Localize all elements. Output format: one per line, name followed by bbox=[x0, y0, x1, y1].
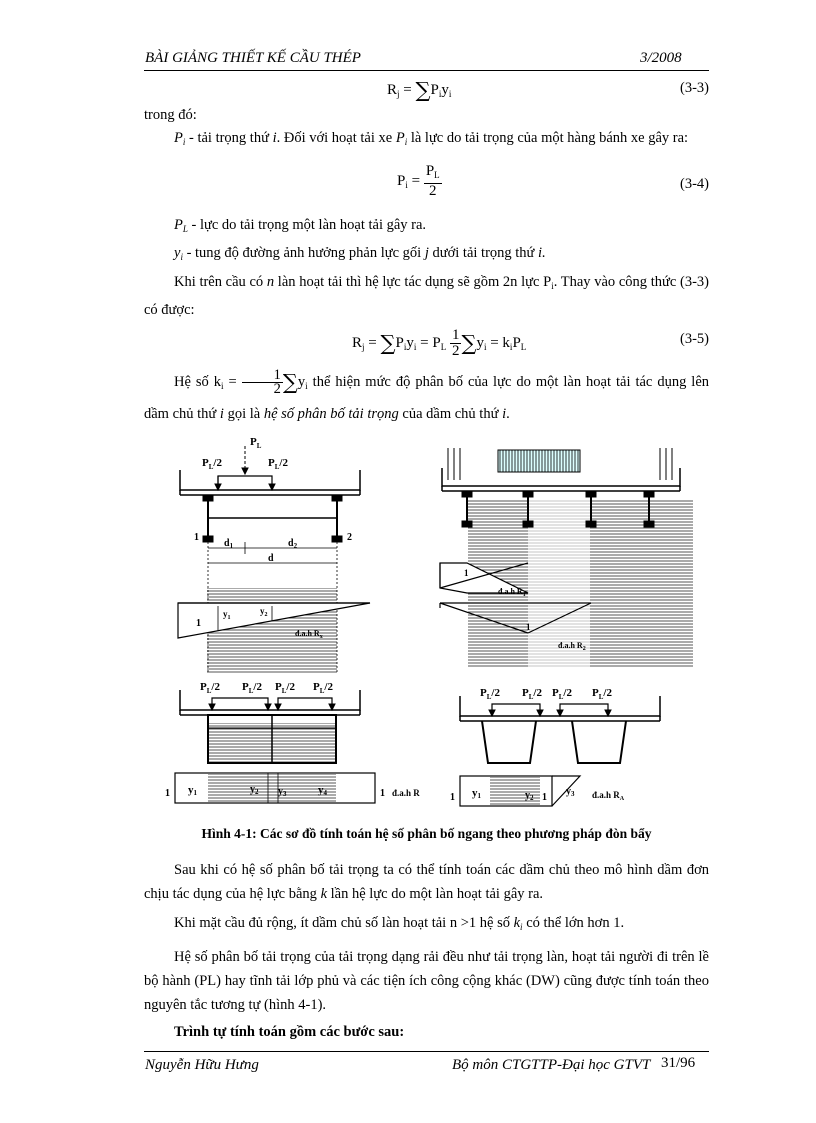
label-bl-y4: y4 bbox=[318, 784, 327, 797]
label-bl-1-right: 1 bbox=[380, 788, 385, 799]
header-rule bbox=[144, 70, 709, 71]
label-br-y3: $y_3$ bbox=[566, 786, 575, 798]
label-br-pl2-2: $P_L/2$ bbox=[522, 687, 542, 701]
equation-3-4: $P_i$ = $\frac{P_L}{2}$ bbox=[397, 163, 440, 199]
label-br-1-mid: 1 bbox=[542, 792, 547, 803]
khi-tren-cau-paragraph: Khi trên cầu có n làn hoạt tải thì hệ lực tác dụng sẽ gồm 2n lực $P_i$. Thay vào công thức (3-3) có được: bbox=[144, 274, 709, 318]
he-so-paragraph: Hệ số $k_i$ = $\frac{1}{2}$ $\sum y_i$ thể hiện mức độ phân bố của lực do một làn hoạt tải tác dụng lên dầm chủ thứ i gọi là hệ số phân bố tải trọng của dầm chủ thứ i. bbox=[144, 367, 710, 422]
label-bl-y3: $y_3$ bbox=[278, 786, 287, 798]
label-bl-pl2-1: $P_L/2$ bbox=[200, 681, 220, 695]
he-so-phan-bo-paragraph: Hệ số phân bố tải trọng của tải trọng dạng rải đều như tải trọng làn, hoạt tải người đi trên lề bộ hành (PL) hay tĩnh tải lớp phủ và các tiện ích công cộng khác (DW) cũng được tính toán theo nguyên tắc tương tự (hình 4-1). bbox=[144, 949, 709, 1013]
label-bl-1-left: 1 bbox=[165, 788, 170, 799]
label-d2: $d_2$ bbox=[288, 538, 298, 550]
label-pl2-right: $P_L/2$ bbox=[268, 457, 288, 471]
equation-3-3: $R_j = \sum P_iy_i$ bbox=[387, 78, 452, 102]
label-br-y2: $y_2$ bbox=[525, 790, 534, 802]
footer-page: 31/96 bbox=[661, 1055, 696, 1071]
yi-definition: $y_i$ - tung độ đường ảnh hưởng phản lực gối j dưới tải trọng thứ i. bbox=[174, 245, 546, 262]
pi-definition: $P_i$ - tải trọng thứ i. Đối với hoạt tải xe $P_i$ là lực do tải trọng của một hàng bánh xe gây ra: bbox=[174, 130, 689, 147]
sau-khi-paragraph: Sau khi có hệ số phân bố tải trọng ta có thể tính toán các dầm chủ theo mô hình dầm đơn chịu tác dụng của hệ lực bằng k lần hệ lực do một làn hoạt tải gây ra. bbox=[144, 862, 709, 902]
trong-do-label: trong đó: bbox=[144, 107, 197, 123]
label-beam-1: 1 bbox=[194, 532, 199, 543]
label-br-y1: y1 bbox=[472, 787, 481, 800]
label-br-pl2-1: $P_L/2$ bbox=[480, 687, 500, 701]
label-dah-ra: đ.a.h $R_A$ bbox=[592, 790, 625, 802]
header-date: 3/2008 bbox=[640, 50, 682, 66]
label-bl-y2: $y_2$ bbox=[250, 784, 259, 796]
label-bl-pl2-3: $P_L/2$ bbox=[275, 681, 295, 695]
header-title: BÀI GIẢNG THIẾT KẾ CẦU THÉP bbox=[145, 50, 361, 66]
label-d: d bbox=[268, 553, 274, 564]
equation-number-3-3: (3-3) bbox=[680, 80, 709, 96]
diagram-top-right bbox=[440, 448, 693, 668]
trinh-tu-heading: Trình tự tính toán gồm các bước sau: bbox=[174, 1024, 405, 1040]
label-dah-r2: đ.a.h $R_2$ bbox=[558, 641, 586, 652]
label-r2-1: 1 bbox=[526, 622, 531, 632]
label-r1-1: 1 bbox=[464, 568, 469, 578]
label-br-pl2-3: $P_L/2$ bbox=[552, 687, 572, 701]
label-bl-pl2-2: $P_L/2$ bbox=[242, 681, 262, 695]
label-bl-pl2-4: $P_L/2$ bbox=[313, 681, 333, 695]
khi-mat-cau-paragraph: Khi mặt cầu đủ rộng, ít dầm chủ số làn hoạt tải n >1 hệ số $k_i$ có thể lớn hơn 1. bbox=[174, 915, 625, 932]
label-y2: $y_2$ bbox=[260, 606, 268, 618]
label-y1: $y_1$ bbox=[223, 609, 231, 621]
equation-3-5: $R_j = \sum P_iy_i = P_L$ $\frac{1}{2}$ $\sum y_i = k_iP_L$ bbox=[352, 327, 527, 359]
label-bl-y1: y1 bbox=[188, 784, 197, 797]
equation-number-3-4: (3-4) bbox=[680, 176, 709, 192]
footer-rule bbox=[144, 1051, 709, 1052]
label-pl: $P_L$ bbox=[250, 436, 262, 450]
label-pl2-left: $P_L/2$ bbox=[202, 457, 222, 471]
pl-definition: $P_L$ - lực do tải trọng một làn hoạt tải gây ra. bbox=[174, 217, 427, 234]
label-br-1-left: 1 bbox=[450, 792, 455, 803]
diagram-bottom-right bbox=[460, 696, 660, 806]
label-dah-r: đ.a.h R bbox=[392, 788, 420, 798]
label-dah-rx: đ.a.h $R_x$ bbox=[295, 629, 323, 640]
label-dah-r1: đ.a.h $R_1$ bbox=[498, 587, 526, 598]
label-d1: $d_1$ bbox=[224, 538, 234, 550]
footer-author: Nguyễn Hữu Hưng bbox=[145, 1057, 259, 1073]
footer-dept: Bộ môn CTGTTP-Đại học GTVT bbox=[452, 1057, 651, 1073]
figure-caption: Hình 4-1: Các sơ đồ tính toán hệ số phân bố ngang theo phương pháp đòn bẩy bbox=[201, 826, 652, 841]
figure-4-1 bbox=[160, 428, 720, 818]
label-influence-1: 1 bbox=[196, 618, 201, 629]
label-beam-2: 2 bbox=[347, 532, 352, 543]
label-br-pl2-4: $P_L/2$ bbox=[592, 687, 612, 701]
equation-number-3-5: (3-5) bbox=[680, 331, 709, 347]
